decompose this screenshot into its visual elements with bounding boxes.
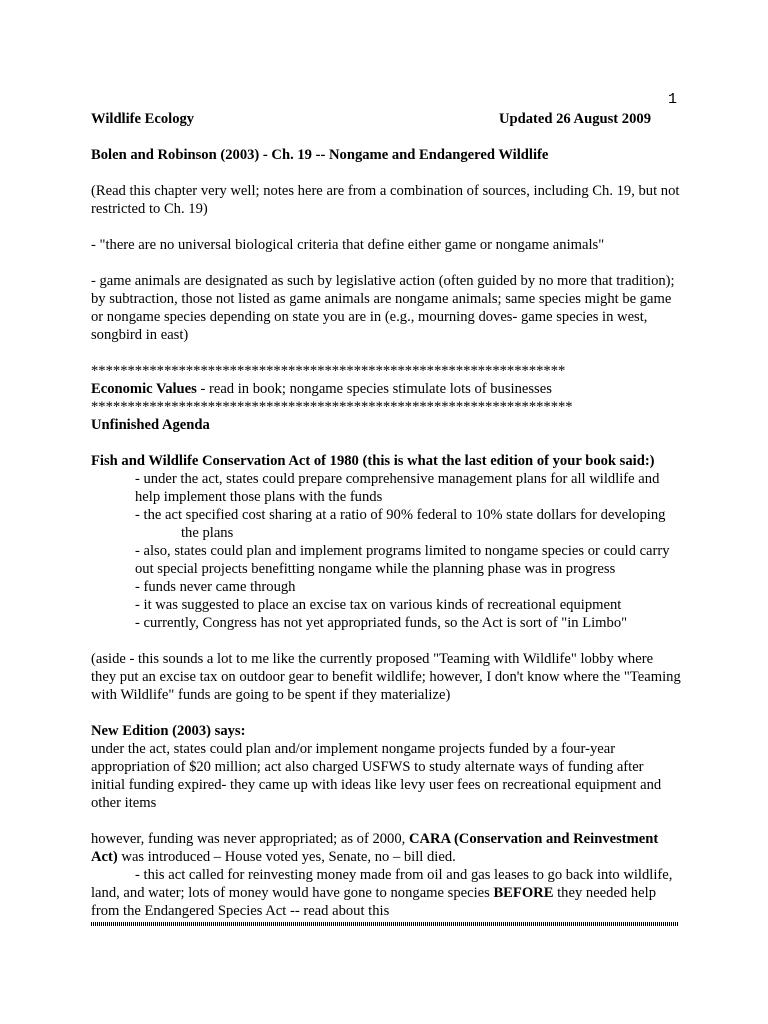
document-header (91, 110, 681, 128)
funding-paragraph (91, 830, 681, 866)
act-item-1: - under the act, states could prepare comprehensive management plans for all wildlife and help implement those plans with the funds (135, 471, 660, 505)
funding-post: was introduced – House voted yes, Senate, no – bill died. (117, 849, 456, 865)
star-divider-bottom: ****************************************************************** (91, 399, 573, 415)
unfinished-agenda-heading: Unfinished Agenda (91, 417, 210, 433)
reinvest-pre: - this act called for reinvesting money made from oil and gas leases to go back into wildlife, land, and water; lots of money would have gone to nongame species (91, 867, 673, 901)
economic-values-text: - read in book; nongame species stimulate lots of businesses (196, 381, 552, 397)
economic-values-line (91, 380, 681, 398)
quote-line: - "there are no universal biological criteria that define either game or nongame animals" (91, 237, 605, 253)
act-item-2-continued: the plans (181, 525, 234, 541)
act-item-5: - it was suggested to place an excise tax on various kinds of recreational equipment (135, 597, 622, 613)
new-edition-paragraph: under the act, states could plan and/or implement nongame projects funded by a four-year appropriation of $20 million; act also charged USFWS to study alternate ways of funding after initial funding expired- they came up with ideas like levy user fees on recreational equipment and other items (91, 741, 662, 811)
funding-pre: however, funding was never appropriated; as of 2000, (91, 831, 409, 847)
reinvest-post: they needed help from the Endangered Species Act -- read about this (91, 885, 656, 919)
before-emphasis: BEFORE (493, 885, 554, 901)
act-item-4: - funds never came through (135, 579, 296, 595)
act-item-6: - currently, Congress has not yet appropriated funds, so the Act is sort of "in Limbo" (135, 615, 628, 631)
chapter-title: Bolen and Robinson (2003) - Ch. 19 -- Nongame and Endangered Wildlife (91, 147, 549, 163)
act-item-3: - also, states could plan and implement programs limited to nongame species or could carry out special projects benefitting nongame while the planning phase was in progress (135, 543, 670, 577)
document-body (91, 110, 681, 926)
new-edition-heading: New Edition (2003) says: (91, 723, 246, 739)
star-divider-top: ***************************************************************** (91, 363, 566, 379)
cara-name: CARA (Conservation and Reinvestment Act) (91, 831, 659, 865)
economic-values-label: Economic Values (91, 381, 197, 397)
bottom-rule (91, 922, 679, 926)
updated-date: Updated 26 August 2009 (498, 111, 651, 127)
reinvest-paragraph (91, 866, 681, 920)
aside-paragraph: (aside - this sounds a lot to me like the currently proposed "Teaming with Wildlife" lobby where they put an excise tax on outdoor gear to benefit wildlife; however, I don't know where the "Teaming with Wildlife" funds are going to be spent if they materialize) (91, 651, 681, 703)
intro-note: (Read this chapter very well; notes here are from a combination of sources, including Ch. 19, but not restricted to Ch. 19) (91, 183, 680, 217)
game-animals-paragraph: - game animals are designated as such by legislative action (often guided by no more that tradition); by subtraction, those not listed as game animals are nongame animals; same species might be game or nongame species depending on state you are in (e.g., mourning doves- game species in west, songbird in east) (91, 273, 675, 343)
course-title: Wildlife Ecology (91, 111, 195, 127)
act-heading: Fish and Wildlife Conservation Act of 1980 (this is what the last edition of your book said:) (91, 453, 655, 469)
act-item-2: - the act specified cost sharing at a ratio of 90% federal to 10% state dollars for developing (135, 507, 666, 523)
page-number: 1 (667, 91, 677, 108)
